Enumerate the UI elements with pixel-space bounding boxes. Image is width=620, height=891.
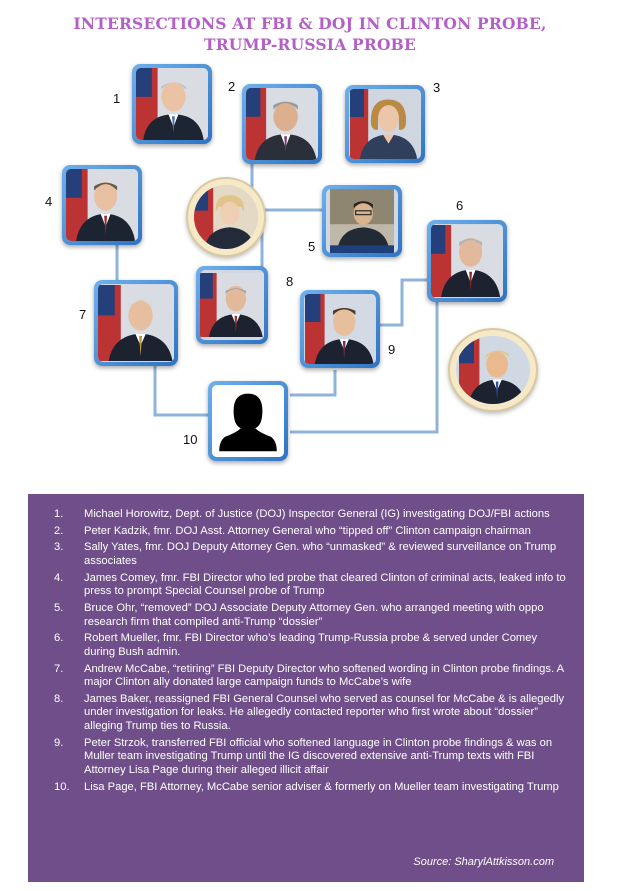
source-credit: Source: SharylAttkisson.com — [413, 856, 554, 868]
node-label-6: 6 — [456, 198, 464, 213]
legend-item: 3. Sally Yates, fmr. DOJ Deputy Attorney Gen. who “unmasked” & reviewed surveillance on Trump associates — [54, 541, 557, 567]
node-photo-4 — [62, 165, 142, 245]
legend-item: 1. Michael Horowitz, Dept. of Justice (DOJ) Inspector General (IG) investigating DOJ/FBI actions — [54, 508, 550, 520]
node-label-10: 10 — [183, 432, 198, 447]
person-portrait-icon — [200, 270, 264, 340]
node-label-1: 1 — [113, 91, 121, 106]
connector-7-10 — [155, 360, 210, 415]
connector-9-6 — [380, 280, 430, 325]
chart-title-line-1: INTERSECTIONS AT FBI & DOJ IN CLINTON PROBE, — [73, 14, 547, 33]
node-photo-6 — [427, 220, 507, 302]
person-portrait-icon — [456, 336, 530, 404]
node-photo-10 — [208, 381, 288, 461]
person-portrait-icon — [136, 68, 208, 140]
node-label-7: 7 — [79, 307, 87, 322]
connector-9-10 — [290, 370, 335, 395]
node-label-4: 4 — [45, 194, 53, 209]
person-portrait-icon — [349, 89, 421, 159]
person-silhouette-icon — [212, 385, 284, 457]
legend-item: 9. Peter Strzok, transferred FBI official who softened language in Clinton probe findings & was on Muller team investigating Trump until the IG discovered extensive anti-Trump texts with FBI Attorney Lisa Page during their alleged illicit affair — [54, 736, 553, 776]
person-portrait-icon — [326, 189, 398, 253]
node-photo-3 — [345, 85, 425, 163]
node-photo-hub — [186, 177, 266, 257]
chart-title-line-2: TRUMP-RUSSIA PROBE — [203, 35, 416, 54]
legend-list — [28, 494, 584, 794]
legend-item: 4. James Comey, fmr. FBI Director who led probe that cleared Clinton of criminal acts, leaked info to press to prompt Special Counsel probe of Trump — [54, 571, 566, 598]
person-portrait-icon — [431, 224, 503, 298]
person-portrait-icon — [194, 185, 258, 249]
legend-item: 8. James Baker, reassigned FBI General Counsel who served as counsel for McCabe & is allegedly under investigation for leaks. He allegedly contacted reporter who first wrote about “dossier” alleging Trump ties to Russia. — [54, 692, 565, 732]
legend-item: 10. Lisa Page, FBI Attorney, McCabe senior adviser & formerly on Mueller team investigating Trump — [54, 780, 559, 793]
node-photo-trump — [448, 328, 538, 412]
node-label-2: 2 — [228, 79, 236, 94]
legend-item: 7. Andrew McCabe, “retiring” FBI Deputy Director who softened wording in Clinton probe findings. A major Clinton ally donated large campaign funds to McCabe’s wife — [54, 662, 564, 689]
node-photo-8 — [196, 266, 268, 344]
node-label-9: 9 — [388, 342, 396, 357]
legend-item: 2. Peter Kadzik, fmr. DOJ Asst. Attorney General who “tipped off” Clinton campaign chairman — [54, 524, 531, 537]
node-photo-7 — [94, 280, 178, 366]
node-label-3: 3 — [433, 80, 441, 95]
person-portrait-icon — [66, 169, 138, 241]
node-photo-2 — [242, 84, 322, 164]
legend-item: 5. Bruce Ohr, “removed” DOJ Associate Deputy Attorney Gen. who arranged meeting with oppo research firm that compiled anti-Trump “dossier” — [54, 601, 544, 628]
node-label-8: 8 — [286, 274, 294, 289]
node-photo-1 — [132, 64, 212, 144]
person-portrait-icon — [98, 284, 174, 362]
person-portrait-icon — [304, 294, 376, 364]
node-label-5: 5 — [308, 239, 316, 254]
legend-item: 6. Robert Mueller, fmr. FBI Director who’s leading Trump-Russia probe & served under Comey during Bush admin. — [54, 632, 538, 658]
person-portrait-icon — [246, 88, 318, 160]
node-photo-5 — [322, 185, 402, 257]
node-photo-9 — [300, 290, 380, 368]
legend-panel — [28, 494, 584, 882]
